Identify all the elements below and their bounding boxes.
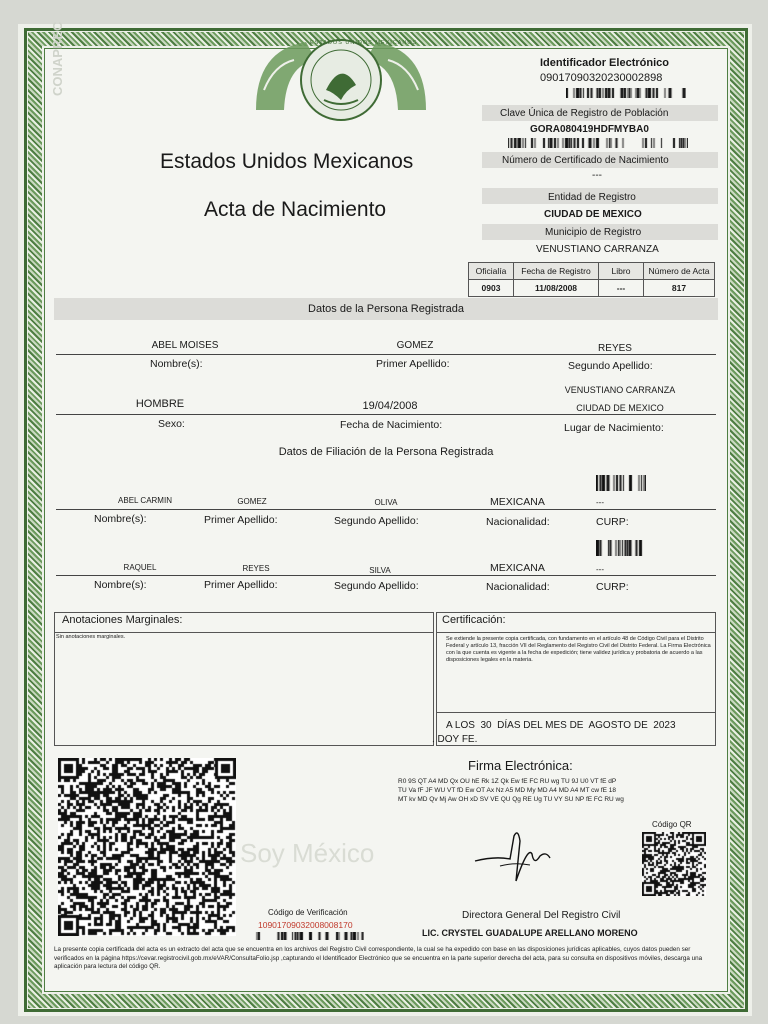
header-registration-date: Fecha de Registro: [514, 263, 599, 280]
parent1-curp: ---: [596, 498, 604, 507]
parent1-curp-label: CURP:: [596, 516, 629, 528]
conaprec-watermark: CONAPREC: [50, 21, 65, 96]
registered-first-surname: GOMEZ: [396, 340, 434, 351]
curp-label: Clave Única de Registro de Población: [500, 108, 669, 119]
electronic-id-label: Identificador Electrónico: [540, 57, 669, 69]
birthplace-municipality: VENUSTIANO CARRANZA: [564, 385, 676, 395]
parent1-divider: [56, 509, 716, 510]
certification-title: Certificación:: [442, 614, 506, 626]
value-book: ---: [599, 280, 644, 297]
value-registration-date: 11/08/2008: [514, 280, 599, 297]
birth-cert-number-label: Número de Certificado de Nacimiento: [502, 155, 669, 166]
marginal-notes-title: Anotaciones Marginales:: [62, 614, 183, 626]
registered-second-surname: REYES: [598, 343, 632, 354]
parent2-second-surname-label: Segundo Apellido:: [334, 580, 419, 592]
registered-birth-date: 19/04/2008: [362, 400, 418, 412]
electronic-id-barcode: [566, 88, 686, 98]
large-qr-code: [58, 758, 236, 936]
birth-cert-number-value: ---: [592, 170, 602, 181]
parent2-nationality-label: Nacionalidad:: [486, 581, 550, 593]
seal-caption: ESTADOS UNIDOS MEXICANOS: [310, 40, 418, 46]
parent1-nationality-label: Nacionalidad:: [486, 516, 550, 528]
parent1-nationality: MEXICANA: [490, 496, 545, 508]
header-act-number: Número de Acta: [644, 263, 715, 280]
handwritten-signature: [470, 826, 560, 886]
sex-label: Sexo:: [158, 418, 185, 430]
signer-title: Directora General Del Registro Civil: [462, 910, 621, 921]
registered-sex: HOMBRE: [135, 398, 185, 410]
parent2-curp: ---: [596, 565, 604, 574]
parent2-divider: [56, 575, 716, 576]
birth-divider: [56, 414, 716, 415]
registry-table: [468, 262, 715, 297]
names-divider: [56, 354, 716, 355]
qr-code-label: Código QR: [652, 820, 692, 829]
electronic-signature-title: Firma Electrónica:: [468, 758, 573, 773]
parent2-nationality: MEXICANA: [490, 562, 545, 574]
parent2-first-surname-label: Primer Apellido:: [204, 579, 278, 591]
verification-barcode: [254, 932, 364, 940]
header-oficialia: Oficialía: [469, 263, 514, 280]
birthplace-label: Lugar de Nacimiento:: [564, 422, 664, 434]
registered-first-name: ABEL MOISES: [151, 340, 219, 351]
issue-date-line: A LOS 30 DÍAS DEL MES DE AGOSTO DE 2023: [446, 720, 676, 731]
soy-mexico-watermark: Soy México: [240, 838, 375, 868]
certification-divider: [436, 712, 716, 713]
header-book: Libro: [599, 263, 644, 280]
parent1-name: ABEL CARMIN: [118, 496, 172, 505]
registry-municipality-value: VENUSTIANO CARRANZA: [536, 244, 659, 255]
parent1-barcode: [596, 475, 646, 491]
signature-hash-line-2: TU Va fF JF WU VT fD Ew OT Ax Nz A5 MD My MD A4 MD A4 MT cw fE 18: [398, 787, 617, 794]
parent1-second-surname-label: Segundo Apellido:: [334, 515, 419, 527]
value-oficialia: 0903: [469, 280, 514, 297]
doy-fe: . DOY FE.: [432, 734, 478, 745]
parent2-barcode: [596, 540, 646, 556]
registry-entity-label: Entidad de Registro: [548, 192, 636, 203]
registered-section-title: Datos de la Persona Registrada: [308, 303, 464, 315]
marginal-notes-body: Sin anotaciones marginales.: [56, 634, 126, 640]
legal-footer: La presente copia certificada del acta es un extracto del acta que se encuentra en los archivos del Registro Civil correspondiente, la cual se ha expedido con base en las disposiciones jurídicas aplicables, cuyos datos pueden ser verificados en la página https://cevar.registrocivil.gob.mx/eVAR/ConsultaFolio.jsp ,capturando el Identificador Electrónico que se encuentra en la parte superior derecha del acta, para su consulta en dispositivos móviles, descarga una aplicación para lectura del código QR.: [54, 946, 703, 970]
parent2-second-surname: SILVA: [369, 566, 391, 575]
parent1-first-surname: GOMEZ: [237, 497, 267, 506]
value-act-number: 817: [644, 280, 715, 297]
verification-code-label: Código de Verificación: [268, 908, 348, 917]
electronic-id-value: 09017090320230002898: [540, 72, 663, 84]
second-surname-label: Segundo Apellido:: [568, 360, 653, 372]
small-qr-code: [642, 832, 706, 896]
certification-body: Se extiende la presente copia certificada, con fundamento en el artículo 48 de Código Civil para el Distrito Federal y artículo 13, fracción VII del Reglamento del Registro Civil del Distrito Federal. La Firma Electrónica con la que cuenta es vigente a la fecha de expedición; tiene validez jurídica y probatoria de acuerdo a las disposiciones legales en la materia.: [446, 636, 711, 663]
country-title: Estados Unidos Mexicanos: [160, 150, 414, 173]
curp-value: GORA080419HDFMYBA0: [530, 124, 649, 135]
parent1-second-surname: OLIVA: [374, 498, 398, 507]
parent1-name-label: Nombre(s):: [94, 513, 147, 525]
filiation-section-title: Datos de Filiación de la Persona Registrada: [278, 446, 494, 458]
parent1-first-surname-label: Primer Apellido:: [204, 514, 278, 526]
parent2-name-label: Nombre(s):: [94, 579, 147, 591]
parent2-first-surname: REYES: [242, 564, 270, 573]
first-surname-label: Primer Apellido:: [376, 358, 450, 370]
signature-hash-line-1: R0 9S QT A4 MD Qx OU hE Rk 1Z Qk Ew fE FC RU wg TU 9J U0 VT fE dP: [398, 778, 617, 785]
birthplace-city: CIUDAD DE MEXICO: [576, 403, 664, 413]
parent2-curp-label: CURP:: [596, 581, 629, 593]
registry-municipality-label: Municipio de Registro: [545, 227, 642, 238]
name-label: Nombre(s):: [150, 358, 203, 370]
signature-hash-line-3: MT kv MD Qv Mj Aw OH xD SV VE QU Qg RE Ug TU VY SU NP fE FC RU wg: [398, 796, 624, 803]
birth-date-label: Fecha de Nacimiento:: [340, 419, 443, 431]
registry-entity-value: CIUDAD DE MEXICO: [544, 209, 642, 220]
parent2-name: RAQUEL: [123, 563, 157, 572]
curp-barcode: [508, 138, 688, 148]
verification-code-value: 10901709032008008170: [258, 920, 353, 930]
document-title: Acta de Nacimiento: [204, 198, 387, 221]
signer-name: LIC. CRYSTEL GUADALUPE ARELLANO MORENO: [422, 928, 638, 938]
